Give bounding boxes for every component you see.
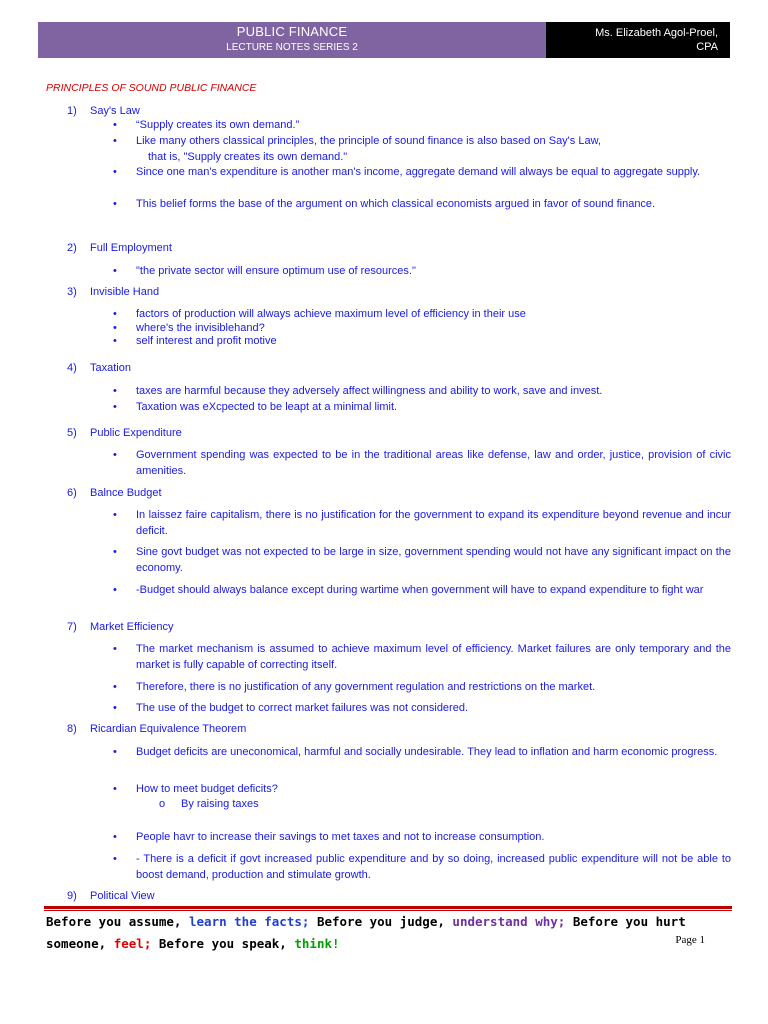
bullet-text: The use of the budget to correct market failures was not considered. (136, 702, 469, 714)
item-title: Market Efficiency (90, 621, 174, 633)
bullet-icon: • (113, 783, 117, 795)
item-number: 4) (67, 362, 77, 374)
bullet-icon: • (113, 449, 117, 461)
item-number: 5) (67, 427, 77, 439)
bullet-text: taxes are harmful because they adversely affect willingness and ability to work, save and invest. (136, 385, 603, 397)
bullet-icon: • (113, 135, 117, 147)
bullet-text: Taxation was eXcpected to be leapt at a minimal limit. (136, 401, 398, 413)
author-credential: CPA (696, 41, 718, 53)
bullet-text: The market mechanism is assumed to achieve maximum level of efficiency. Market failures are only temporary and the market is fully capable of correcting itself. (136, 643, 731, 671)
footer-quote-part: Before you hurt (565, 914, 686, 929)
author-name: Ms. Elizabeth Agol-Proel, (595, 27, 718, 39)
footer-quote-part: someone, (46, 936, 114, 951)
bullet-icon: • (113, 853, 117, 865)
list-item-heading (67, 426, 182, 441)
footer-quote-part: Before you speak, (151, 936, 295, 951)
bullet-icon: • (113, 584, 117, 596)
item-number: 9) (67, 890, 77, 902)
bullet-text: “Supply creates its own demand.” (136, 119, 300, 131)
bullet-icon: • (113, 265, 117, 277)
bullet-icon: • (113, 335, 117, 347)
bullet-text: Like many others classical principles, the principle of sound finance is also based on Say's Law, (136, 135, 601, 147)
item-number: 6) (67, 487, 77, 499)
footer-quote-part: Before you judge, (309, 914, 453, 929)
document-title: PUBLIC FINANCE (236, 24, 348, 39)
bullet-text: factors of production will always achieve maximum level of efficiency in their use (136, 308, 526, 320)
list-item-heading (67, 241, 172, 256)
list-item-heading (67, 486, 162, 501)
bullet-text: self interest and profit motive (136, 335, 277, 347)
footer-quote-highlight-red: feel; (113, 936, 152, 951)
bullet-text: How to meet budget deficits? (136, 783, 278, 795)
bullet-icon: • (113, 119, 117, 131)
item-title: Say's Law (90, 105, 140, 117)
bullet-text: where's the invisiblehand? (136, 322, 265, 334)
item-title: Ricardian Equivalence Theorem (90, 723, 247, 735)
document-header (38, 22, 730, 58)
bullet-icon: • (113, 681, 117, 693)
bullet-icon: • (113, 643, 117, 655)
bullet-text: -Budget should always balance except during wartime when government will have to expand expenditure to fight war (136, 584, 704, 596)
item-number: 8) (67, 723, 77, 735)
bullet-text: This belief forms the base of the argument on which classical economists argued in favor of sound finance. (136, 198, 656, 210)
sub-bullet-icon: o (159, 798, 166, 810)
footer-quote (46, 911, 736, 955)
list-item-heading (67, 889, 155, 904)
bullet-icon: • (113, 831, 117, 843)
bullet-icon: • (113, 509, 117, 521)
bullet-text: Since one man's expenditure is another man's income, aggregate demand will always be equal to aggregate supply. (136, 166, 701, 178)
bullet-icon: • (113, 746, 117, 758)
section-title: PRINCIPLES OF SOUND PUBLIC FINANCE (46, 82, 257, 94)
page-number: Page 1 (675, 934, 705, 946)
item-title: Taxation (90, 362, 131, 374)
bullet-icon: • (113, 322, 117, 334)
bullet-text: - There is a deficit if govt increased public expenditure and by so doing, increased public expenditure will not be able to boost demand, production and stimulate growth. (136, 853, 731, 881)
bullet-text: Sine govt budget was not expected to be large in size, government spending would not have any significant impact on the economy. (136, 546, 731, 574)
header-title-block (38, 22, 546, 58)
bullet-text: In laissez faire capitalism, there is no justification for the government to expand its expenditure beyond revenue and incur deficit. (136, 509, 731, 537)
item-title: Political View (90, 890, 155, 902)
author-block (546, 22, 730, 58)
list-item-heading (67, 722, 246, 737)
item-number: 3) (67, 286, 77, 298)
bullet-icon: • (113, 198, 117, 210)
footer-rule-thick (44, 906, 732, 909)
bullet-text-continued: that is, "Supply creates its own demand." (148, 151, 348, 163)
list-item-heading (67, 620, 174, 635)
bullet-text: Government spending was expected to be in the traditional areas like defense, law and order, justice, provision of civic amenities. (136, 449, 731, 477)
item-title: Full Employment (90, 242, 172, 254)
footer-quote-highlight-purple: understand why; (452, 914, 566, 929)
footer-quote-line1 (46, 911, 736, 933)
list-item-heading (67, 361, 131, 376)
bullet-icon: • (113, 401, 117, 413)
item-title: Public Expenditure (90, 427, 182, 439)
footer-quote-highlight-green: think! (294, 936, 340, 951)
bullet-text: People havr to increase their savings to met taxes and not to increase consumption. (136, 831, 545, 843)
footer-quote-highlight-blue: learn the facts; (189, 914, 310, 929)
bullet-icon: • (113, 385, 117, 397)
item-number: 2) (67, 242, 77, 254)
list-item-heading (67, 104, 140, 119)
document-subtitle: LECTURE NOTES SERIES 2 (226, 42, 358, 53)
bullet-icon: • (113, 702, 117, 714)
bullet-text: Budget deficits are uneconomical, harmful and socially undesirable. They lead to inflation and harm economic progress. (136, 746, 718, 758)
footer-quote-part: Before you assume, (46, 914, 189, 929)
item-number: 1) (67, 105, 77, 117)
item-title: Invisible Hand (90, 286, 160, 298)
sub-bullet-text: By raising taxes (181, 798, 259, 810)
list-item-heading (67, 285, 159, 300)
bullet-icon: • (113, 546, 117, 558)
item-number: 7) (67, 621, 77, 633)
bullet-text: "the private sector will ensure optimum use of resources." (136, 265, 416, 277)
bullet-icon: • (113, 308, 117, 320)
bullet-icon: • (113, 166, 117, 178)
item-title: Balnce Budget (90, 487, 162, 499)
footer-quote-line2 (46, 933, 736, 955)
bullet-text: Therefore, there is no justification of any government regulation and restrictions on the market. (136, 681, 596, 693)
